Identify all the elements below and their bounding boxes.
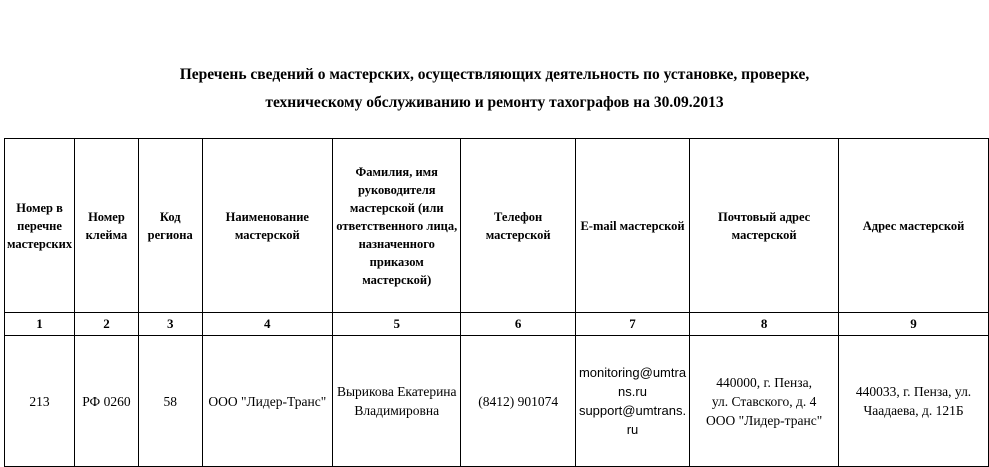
column-number: 2 xyxy=(75,313,139,336)
header-cell: Адрес мастерской xyxy=(839,139,989,313)
column-number: 7 xyxy=(575,313,689,336)
cell-head: Вырикова Екатерина Владимировна xyxy=(333,336,461,467)
header-cell: Фамилия, имя руководителя мастерской (или ответственного лица, назначенного приказом мастерской) xyxy=(333,139,461,313)
column-number-row xyxy=(5,313,989,336)
cell-name: ООО "Лидер-Транс" xyxy=(202,336,332,467)
table-row xyxy=(5,336,989,467)
cell-region: 58 xyxy=(138,336,202,467)
email-monitoring: monitoring@umtrans.ru xyxy=(578,365,687,399)
cell-email xyxy=(575,336,689,467)
cell-address: 440033, г. Пенза, ул. Чаадаева, д. 121Б xyxy=(839,336,989,467)
header-cell: Телефон мастерской xyxy=(461,139,575,313)
column-number: 9 xyxy=(839,313,989,336)
cell-phone: (8412) 901074 xyxy=(461,336,575,467)
postal-line-2: ул. Ставского, д. 4 xyxy=(711,393,817,409)
workshops-table xyxy=(4,138,989,467)
column-number: 8 xyxy=(690,313,839,336)
cell-postal-address xyxy=(690,336,839,467)
cell-stamp: РФ 0260 xyxy=(75,336,139,467)
header-cell: Код региона xyxy=(138,139,202,313)
document-title-line-2: техническому обслуживанию и ремонту тахографов на 30.09.2013 xyxy=(265,94,724,111)
header-cell: Номер в перечне мастерских xyxy=(5,139,75,313)
column-number: 6 xyxy=(461,313,575,336)
column-number: 5 xyxy=(333,313,461,336)
column-number: 1 xyxy=(5,313,75,336)
table-header-row xyxy=(5,139,989,313)
document-title-line-1: Перечень сведений о мастерских, осуществляющих деятельность по установке, проверке, xyxy=(179,66,810,83)
header-cell: Почтовый адрес мастерской xyxy=(690,139,839,313)
column-number: 4 xyxy=(202,313,332,336)
email-support: support@umtrans.ru xyxy=(578,403,687,437)
header-cell: E-mail мастерской xyxy=(575,139,689,313)
header-cell: Номер клейма xyxy=(75,139,139,313)
postal-line-1: 440000, г. Пенза, xyxy=(716,374,812,390)
postal-line-3: ООО "Лидер-транс" xyxy=(706,412,823,428)
header-cell: Наименование мастерской xyxy=(202,139,332,313)
cell-number: 213 xyxy=(5,336,75,467)
column-number: 3 xyxy=(138,313,202,336)
